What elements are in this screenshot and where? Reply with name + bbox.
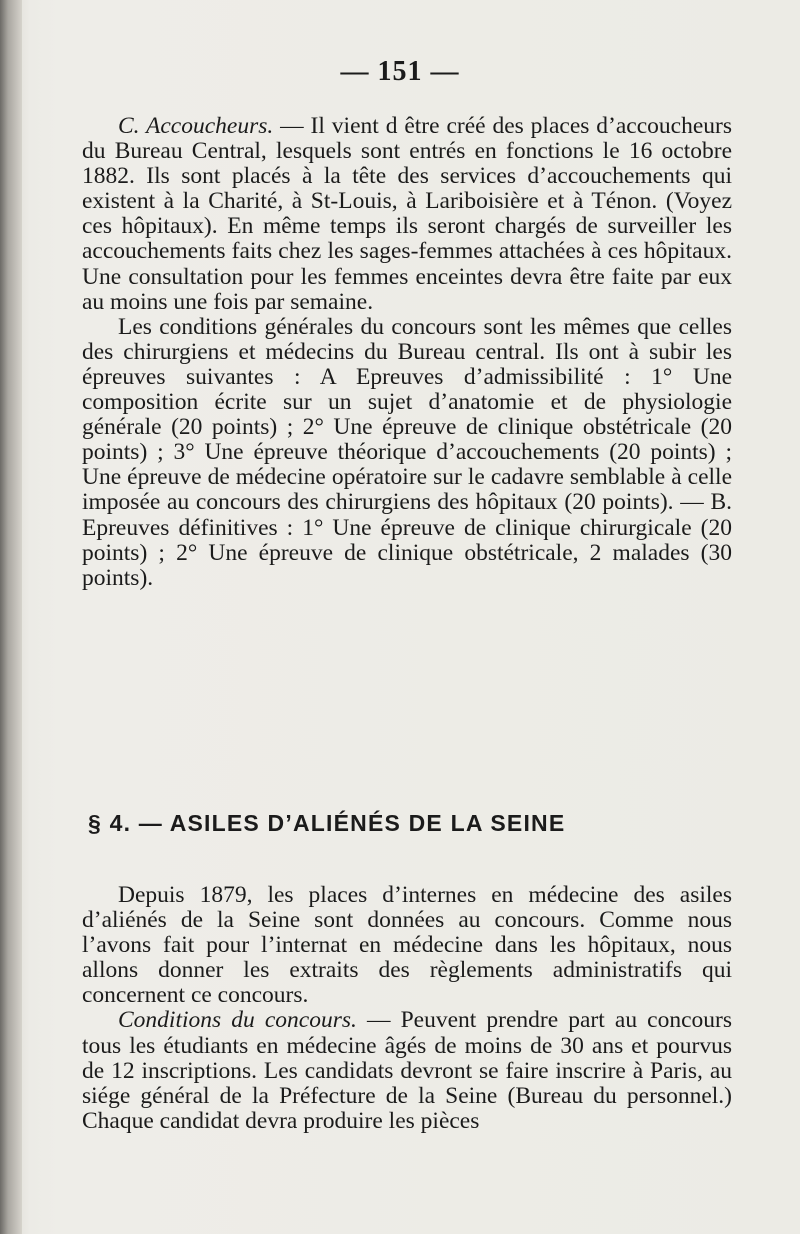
text-block-accoucheurs (82, 114, 732, 591)
paragraph-conditions-concours (82, 1008, 732, 1133)
paragraph-accoucheurs-text: — Il vient d être créé des places d’accoucheurs du Bureau Central, lesquels sont entrés en fonctions le 16 octobre 1882. Ils sont placés à la tête des services d’accouchements qui existent à la Charité, à St-Louis, à Lariboisière et à Ténon. (Voyez ces hôpitaux). En même temps ils seront chargés de surveiller les accouchements faits chez les sages-femmes attachées à ces hôpitaux. Une consultation pour les femmes enceintes devra être faite par eux au moins une fois par semaine. (82, 113, 732, 315)
paragraph-accoucheurs (82, 114, 732, 315)
section-label-accoucheurs: C. Accoucheurs. (118, 113, 274, 139)
paragraph-asiles: Depuis 1879, les places d’internes en médecine des asiles d’aliénés de la Seine sont données au concours. Comme nous l’avons fait pour l’internat en médecine dans les hôpitaux, nous allons donner les extraits des règlements administratifs qui concernent ce concours. (82, 882, 732, 1009)
section-heading-asiles: § 4. — ASILES D’ALIÉNÉS DE LA SEINE (88, 810, 566, 836)
paragraph-conditions-generales: Les conditions générales du concours sont les mêmes que celles des chirurgiens et médecins du Bureau central. Ils ont à subir les épreuves suivantes : A Epreuves d’admissibilité : 1° Une composition écrite sur un sujet d’anatomie et de physiologie générale (20 points) ; 2° Une épreuve de clinique obstétricale (20 points) ; 3° Une épreuve théorique d’accouchements (20 points) ; Une épreuve de médecine opératoire sur le cadavre semblable à celle imposée au concours des chirurgiens des hôpitaux (20 points). — B. Epreuves définitives : 1° Une épreuve de clinique chirurgicale (20 points) ; 2° Une épreuve de clinique obstétricale, 2 malades (30 points). (82, 313, 732, 591)
section-label-conditions-concours: Conditions du concours. (118, 1007, 357, 1034)
page-number: — 151 — (340, 56, 460, 87)
text-block-asiles (82, 883, 732, 1134)
page-binding-shadow (0, 0, 22, 1234)
paragraph-conditions-concours-text: — Peuvent prendre part au concours tous les étudiants en médecine âgés de moins de 30 ans et pourvus de 12 inscriptions. Les candidats devront se faire inscrire à Paris, au siége général de la Préfecture de la Seine (Bureau du personnel.) Chaque candidat devra produire les pièces (82, 1007, 732, 1134)
